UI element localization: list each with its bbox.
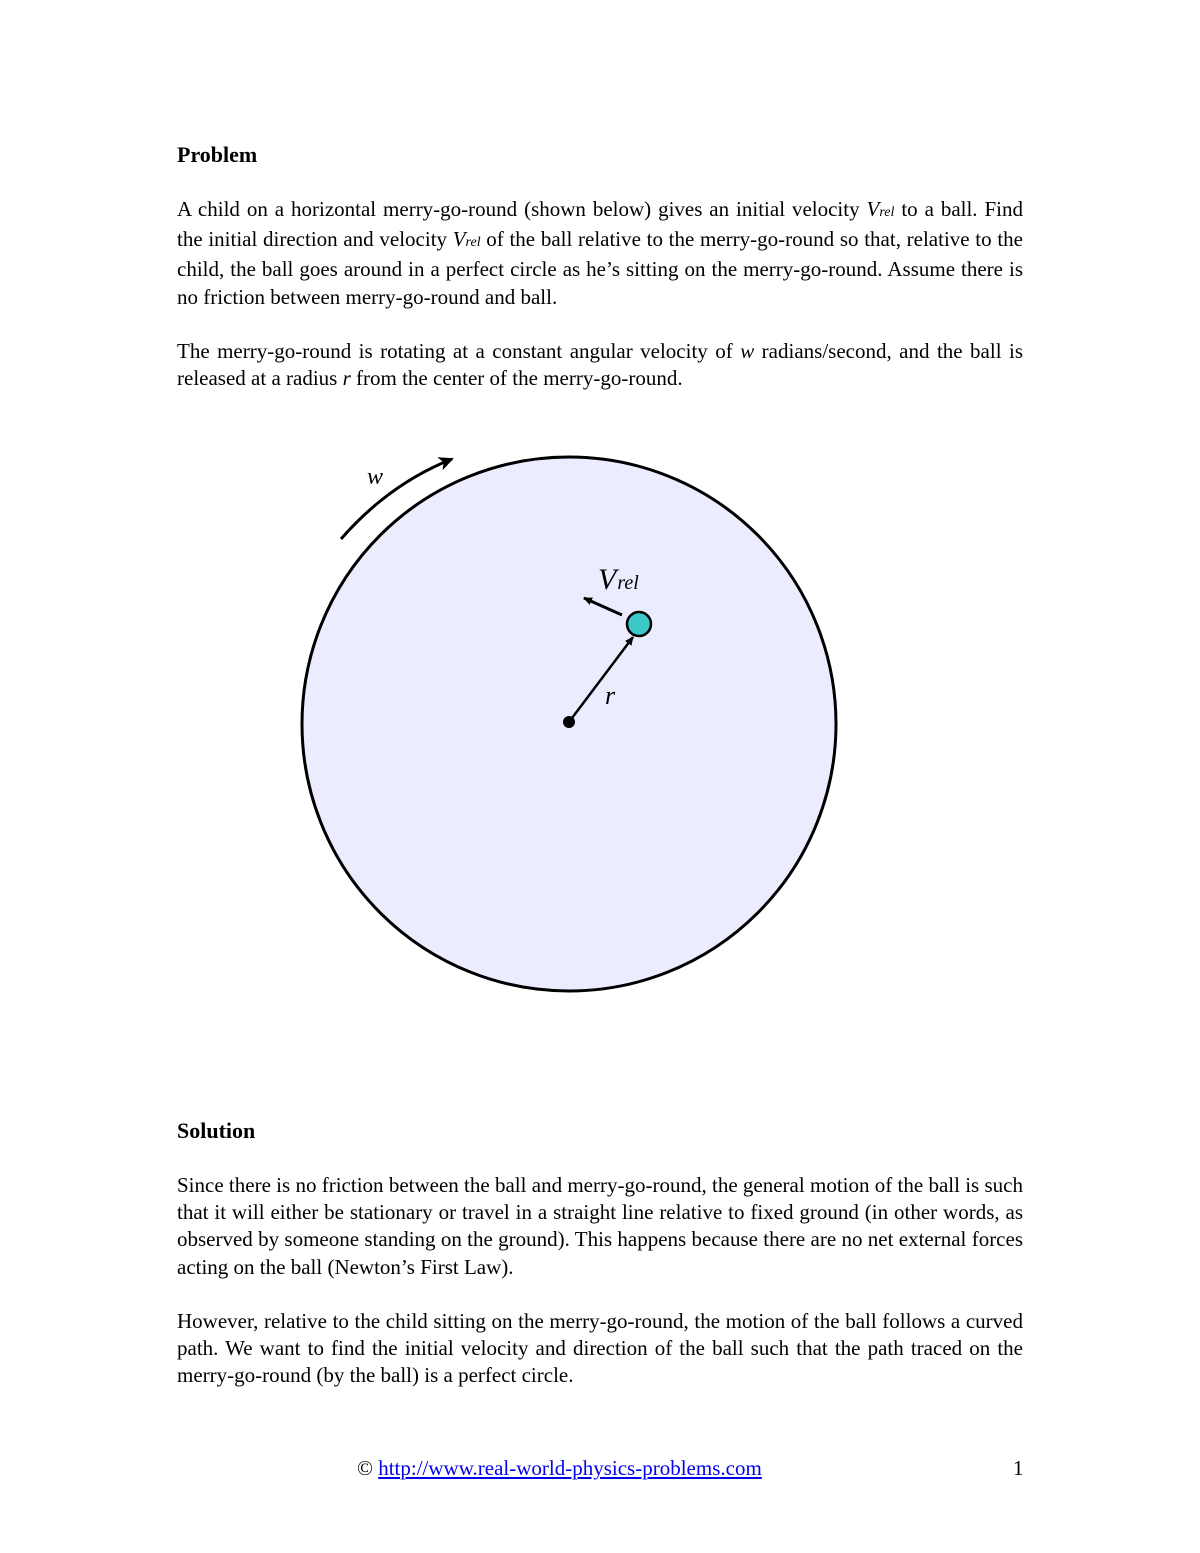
solution-paragraph-2: However, relative to the child sitting on the merry-go-round, the motion of the ball follows a curved path. We want to find the initial velocity and direction of the ball such that the path traced on the merry-go-round (by the ball) is a perfect circle. [177,1308,1023,1388]
center-dot [563,716,575,728]
page-number: 1 [1013,1456,1024,1480]
solution-paragraph-1: Since there is no friction between the ball and merry-go-round, the general motion of the ball is such that it will either be stationary or travel in a straight line relative to fixed ground (in other words, as observed by someone standing on the ground). This happens because there are no net external forces acting on the ball (Newton’s First Law). [177,1173,1023,1279]
solution-section [177,1116,1023,1389]
label-v-rel: Vrel [598,563,639,596]
problem-paragraph-1: A child on a horizontal merry-go-round (shown below) gives an initial velocity Vrel to a ball. Find the initial direction and velocity Vrel of the ball relative to the merry-go-round so that, relative to the child, the ball goes around in a perfect circle as he’s sitting on the merry-go-round. Assume there is no friction between merry-go-round and ball. [177,197,1023,309]
merry-go-round-figure [290,440,850,1000]
label-w: w [367,464,384,490]
problem-paragraph-2: The merry-go-round is rotating at a constant angular velocity of w radians/second, and the ball is released at a radius r from the center of the merry-go-round. [177,338,1023,391]
problem-section [177,140,1023,392]
footer-copyright: © http://www.real-world-physics-problems.com [357,1456,762,1480]
footer-link[interactable]: http://www.real-world-physics-problems.com [378,1456,762,1480]
ball [627,612,651,636]
problem-heading: Problem [177,142,258,167]
label-r: r [605,681,616,710]
solution-heading: Solution [177,1118,256,1143]
